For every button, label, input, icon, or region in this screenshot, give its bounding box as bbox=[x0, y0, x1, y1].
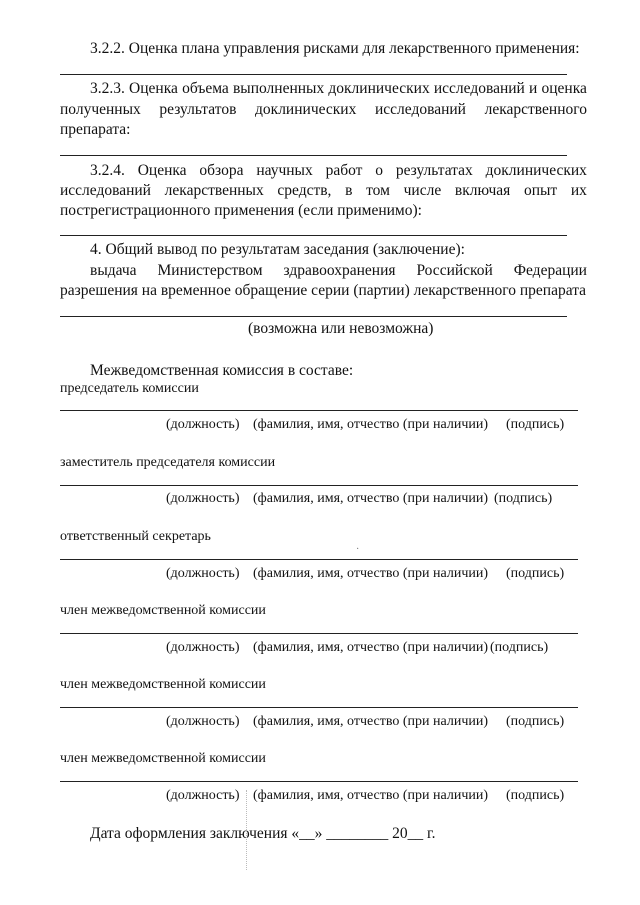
member-role: председатель комиссии bbox=[60, 381, 199, 396]
word: лекарственного bbox=[484, 101, 587, 118]
word: доклинических bbox=[255, 101, 357, 118]
word: оценка bbox=[541, 80, 587, 97]
section-3-2-3-line-1 bbox=[90, 80, 587, 98]
caption-signature: (подпись) bbox=[506, 566, 565, 581]
word: в bbox=[345, 182, 353, 199]
caption-full-name: (фамилия, имя, отчество (при наличии) bbox=[253, 417, 489, 432]
caption-signature: (подпись) bbox=[506, 788, 565, 803]
section-4-heading: 4. Общий вывод по результатам заседания (заключение): bbox=[90, 241, 465, 258]
word: средств, bbox=[277, 182, 332, 199]
word: 3.2.4. bbox=[90, 162, 125, 179]
caption-full-name: (фамилия, имя, отчество (при наличии) bbox=[253, 491, 489, 506]
caption-position: (должность) bbox=[166, 640, 240, 655]
word: работ bbox=[325, 162, 363, 179]
word: Оценка bbox=[137, 162, 187, 179]
scan-speck: · bbox=[356, 544, 360, 555]
word: исследований bbox=[433, 80, 525, 97]
signature-line bbox=[60, 633, 578, 634]
section-4-line-2 bbox=[90, 262, 587, 280]
blank-line-4 bbox=[60, 316, 567, 317]
caption-full-name: (фамилия, имя, отчество (при наличии) bbox=[253, 640, 489, 655]
member-role: заместитель председателя комиссии bbox=[60, 455, 276, 470]
word: здравоохранения bbox=[283, 262, 396, 279]
caption-position: (должность) bbox=[166, 417, 240, 432]
word: опыт bbox=[523, 182, 558, 199]
caption-position: (должность) bbox=[166, 491, 240, 506]
word: том bbox=[366, 182, 390, 199]
signature-line bbox=[60, 485, 578, 486]
caption-full-name: (фамилия, имя, отчество (при наличии) bbox=[253, 566, 489, 581]
section-3-2-4-line-2 bbox=[60, 182, 587, 200]
word: результатах bbox=[395, 162, 473, 179]
caption-full-name: (фамилия, имя, отчество (при наличии) bbox=[253, 788, 489, 803]
conclusion-date-line: Дата оформления заключения «__» ________ 20__ г. bbox=[90, 825, 436, 842]
word: выдача bbox=[90, 262, 137, 279]
section-3-2-4-line-3: пострегистрационного применения (если применимо): bbox=[60, 202, 422, 219]
word: Оценка bbox=[129, 80, 178, 97]
word: 3.2.3. bbox=[90, 80, 125, 97]
caption-signature: (подпись) bbox=[490, 640, 549, 655]
section-3-2-3-line-3: препарата: bbox=[60, 121, 131, 138]
signature-line bbox=[60, 559, 578, 560]
section-3-2-4-line-1 bbox=[90, 162, 587, 180]
caption-signature: (подпись) bbox=[506, 417, 565, 432]
word: исследований bbox=[374, 101, 466, 118]
caption-position: (должность) bbox=[166, 566, 240, 581]
signature-line bbox=[60, 410, 578, 411]
signature-line bbox=[60, 707, 578, 708]
word: объема bbox=[182, 80, 229, 97]
caption-position: (должность) bbox=[166, 788, 240, 803]
section-4-line-3: разрешения на временное обращение серии (партии) лекарственного препарата bbox=[60, 282, 587, 299]
member-role: ответственный секретарь bbox=[60, 529, 211, 544]
blank-line-3-2-2 bbox=[60, 74, 567, 75]
word: их bbox=[570, 182, 587, 199]
member-role: член межведомственной комиссии bbox=[60, 603, 266, 618]
section-3-2-2-heading: 3.2.2. Оценка плана управления рисками для лекарственного применения: bbox=[90, 40, 580, 57]
word: научных bbox=[256, 162, 313, 179]
blank-line-3-2-4 bbox=[60, 235, 567, 236]
word: Министерством bbox=[157, 262, 263, 279]
word: Российской bbox=[416, 262, 493, 279]
signature-line bbox=[60, 781, 578, 782]
word: исследований bbox=[60, 182, 151, 199]
word: лекарственных bbox=[164, 182, 264, 199]
caption-signature: (подпись) bbox=[506, 714, 565, 729]
section-3-2-3-line-2 bbox=[60, 101, 587, 119]
word: доклинических bbox=[328, 80, 430, 97]
word: и bbox=[529, 80, 538, 97]
word: выполненных bbox=[232, 80, 325, 97]
member-role: член межведомственной комиссии bbox=[60, 751, 266, 766]
word: числе bbox=[403, 182, 442, 199]
commission-intro: Межведомственная комиссия в составе: bbox=[90, 362, 354, 379]
word: обзора bbox=[199, 162, 244, 179]
word: включая bbox=[454, 182, 511, 199]
section-4-caption: (возможна или невозможна) bbox=[248, 320, 434, 337]
word: доклинических bbox=[485, 162, 587, 179]
word: о bbox=[375, 162, 383, 179]
scan-artifact bbox=[246, 790, 248, 870]
caption-signature: (подпись) bbox=[494, 491, 553, 506]
word: полученных bbox=[60, 101, 141, 118]
member-role: член межведомственной комиссии bbox=[60, 677, 266, 692]
word: результатов bbox=[159, 101, 237, 118]
word: Федерации bbox=[513, 262, 587, 279]
blank-line-3-2-3 bbox=[60, 155, 567, 156]
caption-full-name: (фамилия, имя, отчество (при наличии) bbox=[253, 714, 489, 729]
caption-position: (должность) bbox=[166, 714, 240, 729]
